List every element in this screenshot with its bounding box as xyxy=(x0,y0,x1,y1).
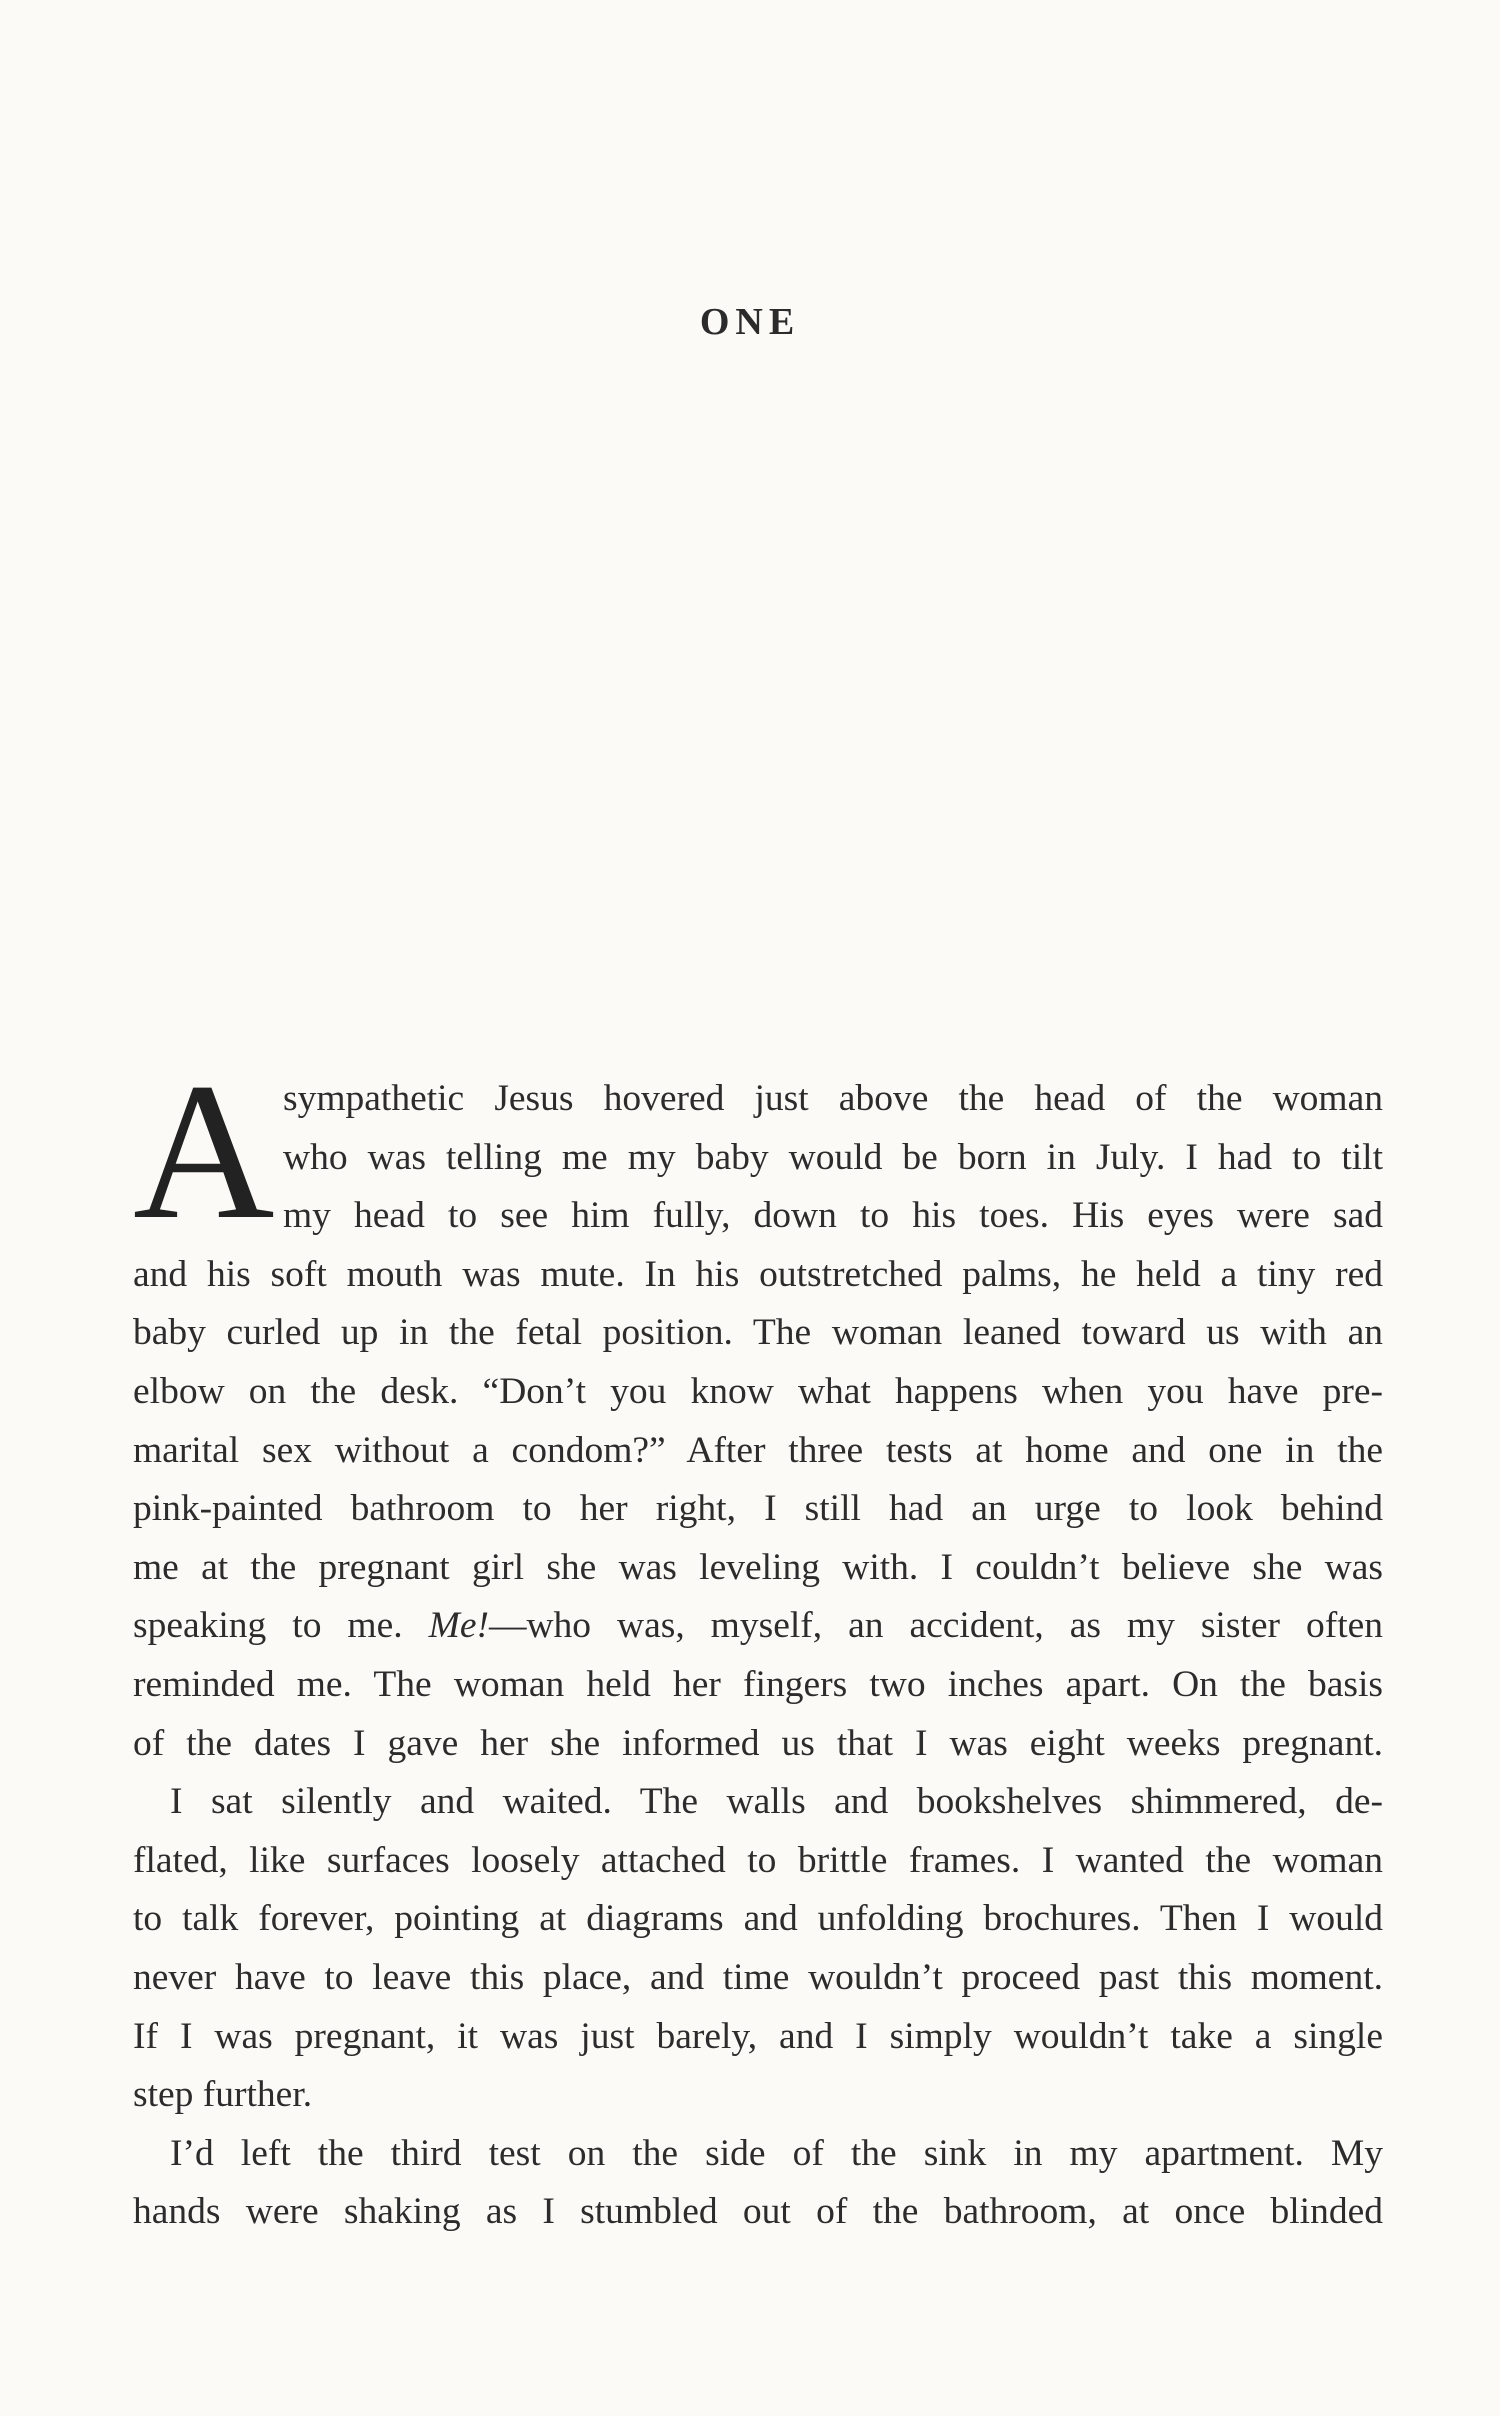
text-line: pink-painted bathroom to her right, I still had an urge to look behind xyxy=(133,1488,1383,1530)
text-line: never have to leave this place, and time wouldn’t proceed past this moment. xyxy=(133,1956,1383,1998)
text-line: and his soft mouth was mute. In his outstretched palms, he held a tiny red xyxy=(133,1253,1383,1295)
text-line: I’d left the third test on the side of the sink in my apartment. My xyxy=(170,2132,1383,2174)
text-line: marital sex without a condom?” After three tests at home and one in the xyxy=(133,1429,1383,1471)
chapter-title: ONE xyxy=(699,301,801,343)
em-dash: — xyxy=(488,1605,527,1647)
body-text xyxy=(133,1043,1384,2242)
text-line: sympathetic Jesus hovered just above the head of the woman xyxy=(283,1078,1383,1119)
text-line: to talk forever, pointing at diagrams and unfolding brochures. Then I would xyxy=(133,1898,1383,1940)
text-line: I sat silently and waited. The walls and bookshelves shimmered, de- xyxy=(170,1781,1383,1823)
text-line: baby curled up in the fetal position. The woman leaned toward us with an xyxy=(133,1312,1383,1354)
text-segment: speaking to me. xyxy=(133,1605,403,1647)
text-line: who was telling me my baby would be born in July. I had to tilt xyxy=(283,1136,1383,1178)
text-line: elbow on the desk. “Don’t you know what happens when you have pre- xyxy=(133,1370,1383,1412)
emphasis-text: Me! xyxy=(428,1605,489,1647)
text-line: of the dates I gave her she informed us that I was eight weeks pregnant. xyxy=(133,1722,1383,1764)
text-line: my head to see him fully, down to his toes. His eyes were sad xyxy=(283,1195,1383,1237)
text-line: flated, like surfaces loosely attached to brittle frames. I wanted the woman xyxy=(133,1839,1383,1881)
drop-cap: A xyxy=(133,1043,275,1260)
text-line: hands were shaking as I stumbled out of the bathroom, at once blinded xyxy=(133,2191,1383,2233)
text-line: me at the pregnant girl she was leveling with. I couldn’t believe she was xyxy=(133,1546,1383,1588)
text-segment: who was, myself, an accident, as my sister often xyxy=(526,1605,1384,1647)
text-line: reminded me. The woman held her fingers two inches apart. On the basis xyxy=(133,1663,1383,1705)
text-line-with-emphasis xyxy=(133,1597,1383,1656)
text-line: step further. xyxy=(133,2074,313,2116)
text-line: If I was pregnant, it was just barely, and I simply wouldn’t take a single xyxy=(133,2015,1383,2057)
